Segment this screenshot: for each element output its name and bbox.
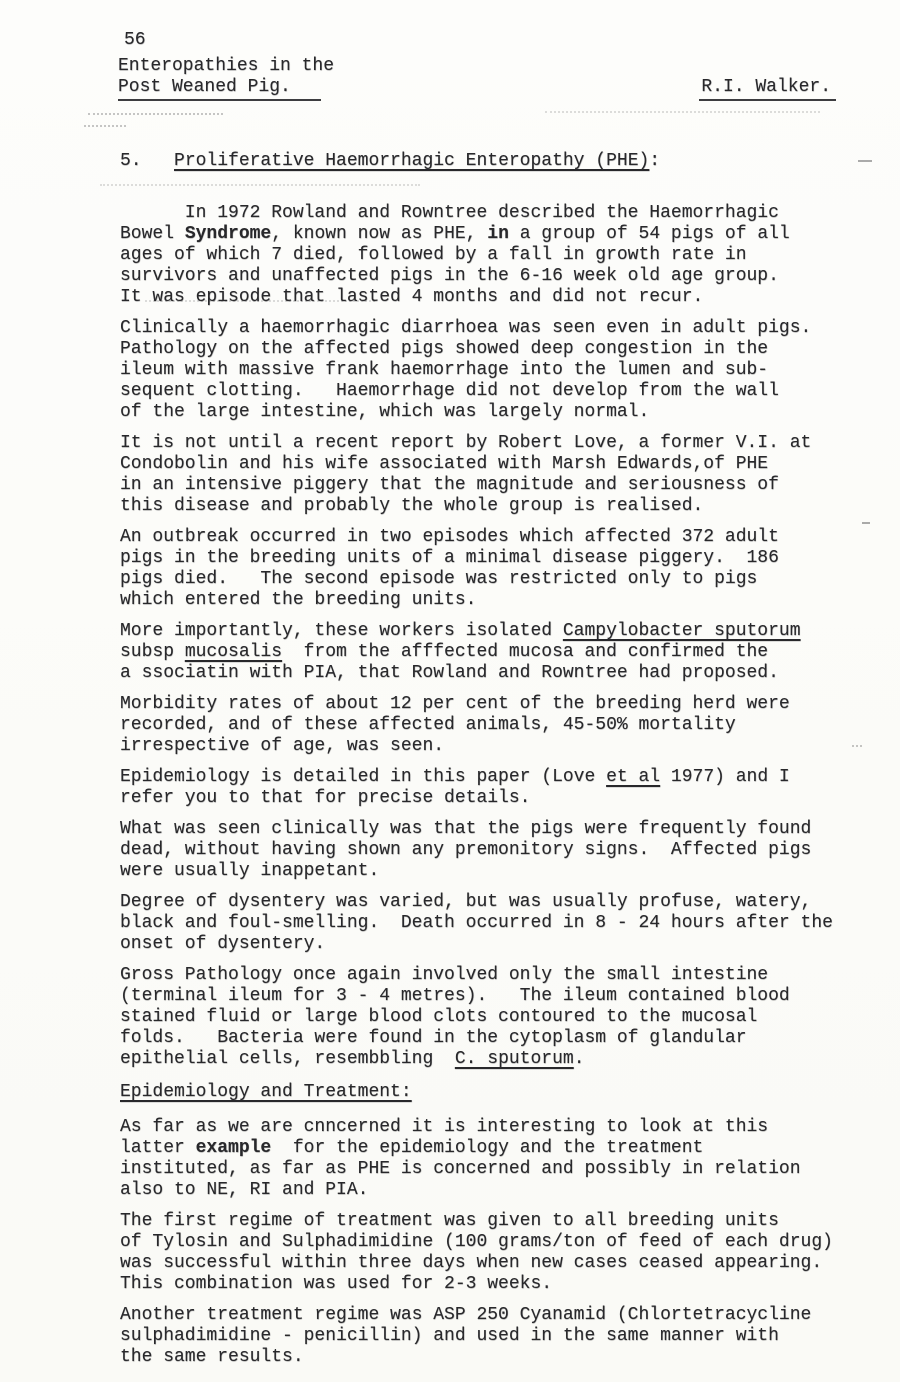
text-line: sulphadimidine - penicillin) and used in the same manner with <box>120 1326 779 1346</box>
text-line: (terminal ileum for 3 - 4 metres). The ileum contained blood <box>120 986 790 1006</box>
section-number: 5. <box>120 151 175 171</box>
paragraph <box>120 1305 833 1368</box>
text-line: This combination was used for 2-3 weeks. <box>120 1274 553 1294</box>
text-line: was successful within three days when new cases ceased appearing. <box>120 1253 823 1273</box>
text-line: in an intensive piggery that the magnitude and seriousness of <box>120 475 779 495</box>
page-number: 56 <box>124 30 146 50</box>
text-line: ileum with massive frank haemorrhage into the lumen and sub- <box>120 360 769 380</box>
scan-smudge <box>862 522 870 524</box>
paragraph <box>120 819 833 882</box>
paragraph <box>120 694 833 757</box>
document-body <box>120 203 833 1378</box>
paragraph <box>120 621 833 684</box>
text-line: folds. Bacteria were found in the cytoplasm of glandular <box>120 1028 747 1048</box>
text-line: irrespective of age, was seen. <box>120 736 445 756</box>
scan-smudge <box>100 184 420 186</box>
paragraph <box>120 1211 833 1295</box>
text-line: instituted, as far as PHE is concerned and possibly in relation <box>120 1159 801 1179</box>
section-heading <box>120 151 660 172</box>
section-title: Proliferative Haemorrhagic Enteropathy (PHE) <box>174 151 650 171</box>
text-line: refer you to that for precise details. <box>120 788 531 808</box>
text-line: onset of dysentery. <box>120 934 326 954</box>
text-line: Clinically a haemorrhagic diarrhoea was seen even in adult pigs. <box>120 318 812 338</box>
text-line: It is not until a recent report by Robert Love, a former V.I. at <box>120 433 812 453</box>
text-line: a ssociatin with PIA, that Rowland and Rowntree had proposed. <box>120 663 779 683</box>
text-line: survivors and unaffected pigs in the 6-16 week old age group. <box>120 266 779 286</box>
text-line: stained fluid or large blood clots contoured to the mucosal <box>120 1007 758 1027</box>
text-line: dead, without having shown any premonitory signs. Affected pigs <box>120 840 812 860</box>
document-title <box>118 56 334 101</box>
text-line: Gross Pathology once again involved only the small intestine <box>120 965 769 985</box>
text-line: Morbidity rates of about 12 per cent of the breeding herd were <box>120 694 790 714</box>
text-line: the same results. <box>120 1347 304 1367</box>
text-line: black and foul-smelling. Death occurred in 8 - 24 hours after the <box>120 913 833 933</box>
document-header <box>118 56 836 101</box>
text-line: also to NE, RI and PIA. <box>120 1180 369 1200</box>
text-line: of the large intestine, which was largely normal. <box>120 402 650 422</box>
scan-smudge <box>88 113 223 115</box>
paragraph <box>120 1117 833 1201</box>
text-line: In 1972 Rowland and Rowntree described the Haemorrhagic <box>120 203 779 223</box>
text-line: ages of which 7 died, followed by a fall in growth rate in <box>120 245 747 265</box>
sub-heading <box>120 1082 833 1103</box>
text-line: this disease and probably the whole group is realised. <box>120 496 704 516</box>
text-line: Epidemiology is detailed in this paper (Love et al 1977) and I <box>120 767 790 787</box>
text-line: pigs in the breeding units of a minimal disease piggery. 186 <box>120 548 779 568</box>
paragraph <box>120 892 833 955</box>
text-line: Bowel Syndrome, known now as PHE, in a group of 54 pigs of all <box>120 224 790 244</box>
text-line: pigs died. The second episode was restricted only to pigs <box>120 569 758 589</box>
text-line: Condobolin and his wife associated with Marsh Edwards,of PHE <box>120 454 769 474</box>
text-line: As far as we are cnncerned it is interesting to look at this <box>120 1117 769 1137</box>
text-line: latter example for the epidemiology and the treatment <box>120 1138 704 1158</box>
author-name: R.I. Walker. <box>699 77 836 101</box>
text-line: The first regime of treatment was given to all breeding units <box>120 1211 779 1231</box>
scan-smudge <box>545 111 820 113</box>
paragraph <box>120 965 833 1070</box>
paragraph <box>120 203 833 308</box>
paragraph <box>120 318 833 423</box>
text-line: More importantly, these workers isolated Campylobacter sputorum <box>120 621 801 641</box>
text-line: Degree of dysentery was varied, but was usually profuse, watery, <box>120 892 812 912</box>
document-title-line1: Enteropathies in the <box>118 56 335 76</box>
text-line: It was episode that lasted 4 months and did not recur. <box>120 287 704 307</box>
text-line: Pathology on the affected pigs showed deep congestion in the <box>120 339 769 359</box>
paragraph <box>120 527 833 611</box>
scan-smudge <box>852 745 862 747</box>
text-line: recorded, and of these affected animals, 45-50% mortality <box>120 715 736 735</box>
text-line: sequent clotting. Haemorrhage did not develop from the wall <box>120 381 779 401</box>
text-line: Epidemiology and Treatment: <box>120 1082 412 1102</box>
text-line: epithelial cells, resembbling C. sputorum. <box>120 1049 585 1069</box>
text-line: which entered the breeding units. <box>120 590 477 610</box>
section-title-colon: : <box>649 151 661 171</box>
text-line: subsp mucosalis from the afffected mucosa and confirmed the <box>120 642 769 662</box>
scan-smudge <box>858 160 872 162</box>
text-line: An outbreak occurred in two episodes which affected 372 adult <box>120 527 779 547</box>
scan-smudge <box>84 125 126 127</box>
paragraph <box>120 433 833 517</box>
paragraph <box>120 767 833 809</box>
document-title-line2: Post Weaned Pig. <box>118 77 321 101</box>
text-line: were usually inappetant. <box>120 861 380 881</box>
text-line: What was seen clinically was that the pigs were frequently found <box>120 819 812 839</box>
text-line: Another treatment regime was ASP 250 Cyanamid (Chlortetracycline <box>120 1305 812 1325</box>
text-line: of Tylosin and Sulphadimidine (100 grams/ton of feed of each drug) <box>120 1232 833 1252</box>
